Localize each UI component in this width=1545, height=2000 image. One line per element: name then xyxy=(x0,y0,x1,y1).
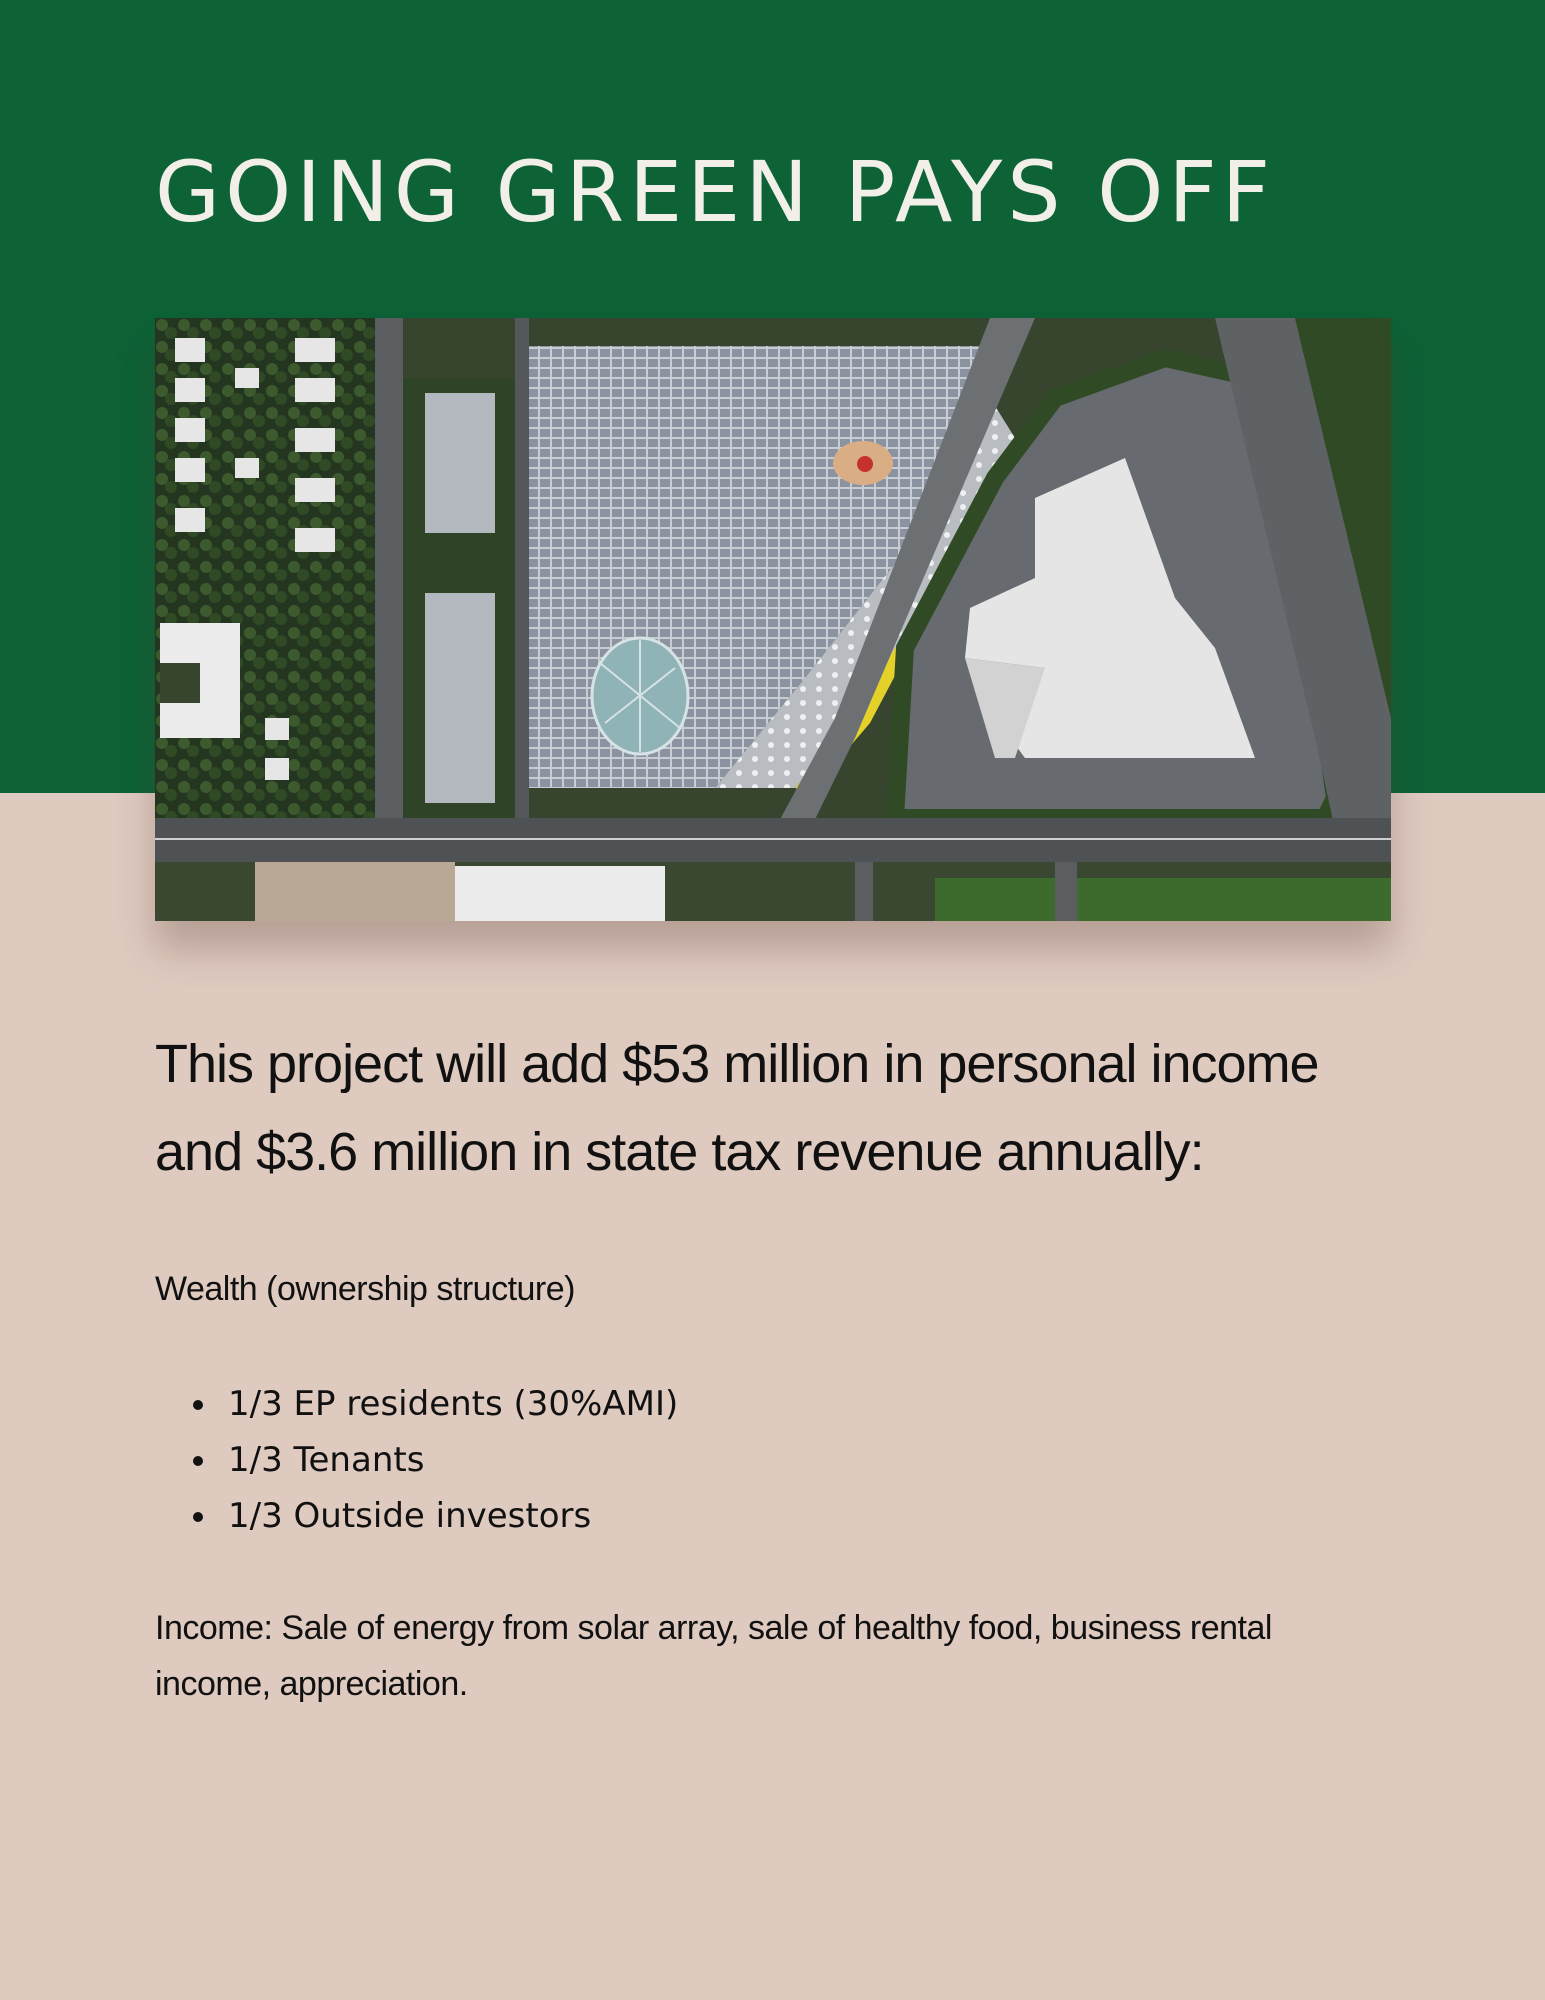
ownership-list xyxy=(185,1376,678,1544)
list-item: • 1/3 Tenants xyxy=(220,1432,678,1488)
page-title: GOING GREEN PAYS OFF xyxy=(155,143,1276,241)
headline: This project will add $53 million in personal income and $3.6 million in state tax revenue annually: xyxy=(155,1034,1319,1182)
list-item: • 1/3 Outside investors xyxy=(220,1488,678,1544)
wealth-label: Wealth (ownership structure) xyxy=(155,1270,575,1308)
list-item: • 1/3 EP residents (30%AMI) xyxy=(220,1376,678,1432)
aerial-site-plan-image xyxy=(155,318,1391,921)
income-paragraph: Income: Sale of energy from solar array, sale of healthy food, business rental income, appreciation. xyxy=(155,1609,1272,1703)
